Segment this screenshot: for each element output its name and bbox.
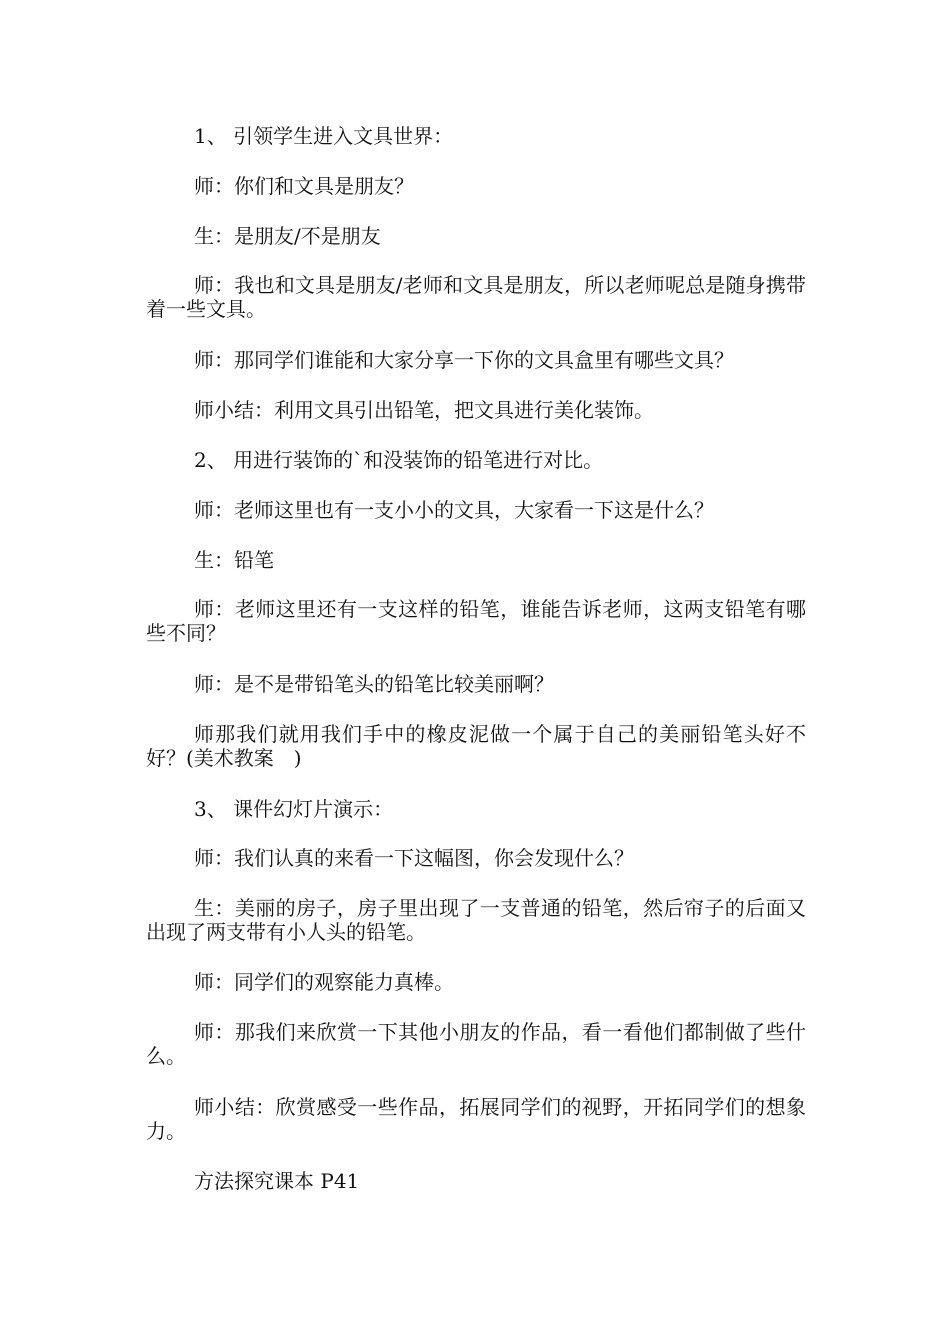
paragraph-3: 生：是朋友/不是朋友 <box>194 224 381 248</box>
paragraph-19: 方法探究课本 P41 <box>194 1169 360 1193</box>
paragraph-18: 师小结：欣赏感受一些作品，拓展同学们的视野，开拓同学们的想象力。 <box>146 1095 806 1143</box>
paragraph-5: 师：那同学们谁能和大家分享一下你的文具盒里有哪些文具？ <box>194 348 734 372</box>
paragraph-10: 师：老师这里还有一支这样的铅笔，谁能告诉老师，这两支铅笔有哪些不同？ <box>146 597 806 645</box>
paragraph-4: 师：我也和文具是朋友/老师和文具是朋友，所以老师呢总是随身携带着一些文具。 <box>146 273 806 321</box>
paragraph-12: 师那我们就用我们手中的橡皮泥做一个属于自己的美丽铅笔头好不好？(美术教案 ) <box>146 722 806 770</box>
paragraph-14: 师：我们认真的来看一下这幅图，你会发现什么？ <box>194 846 634 870</box>
paragraph-6: 师小结：利用文具引出铅笔，把文具进行美化装饰。 <box>194 398 654 422</box>
paragraph-9: 生：铅笔 <box>194 548 274 572</box>
paragraph-15: 生：美丽的房子，房子里出现了一支普通的铅笔，然后帘子的后面又出现了两支带有小人头的铅笔。 <box>146 896 806 944</box>
paragraph-11: 师：是不是带铅笔头的铅笔比较美丽啊？ <box>194 672 554 696</box>
paragraph-1: 1、 引领学生进入文具世界： <box>194 124 454 148</box>
paragraph-2: 师：你们和文具是朋友？ <box>194 174 414 198</box>
paragraph-13: 3、 课件幻灯片演示： <box>194 797 394 821</box>
paragraph-16: 师：同学们的观察能力真棒。 <box>194 970 454 994</box>
paragraph-8: 师：老师这里也有一支小小的文具，大家看一下这是什么？ <box>194 498 714 522</box>
paragraph-17: 师：那我们来欣赏一下其他小朋友的作品，看一看他们都制做了些什么。 <box>146 1020 806 1068</box>
paragraph-7: 2、 用进行装饰的`和没装饰的铅笔进行对比。 <box>194 448 604 472</box>
